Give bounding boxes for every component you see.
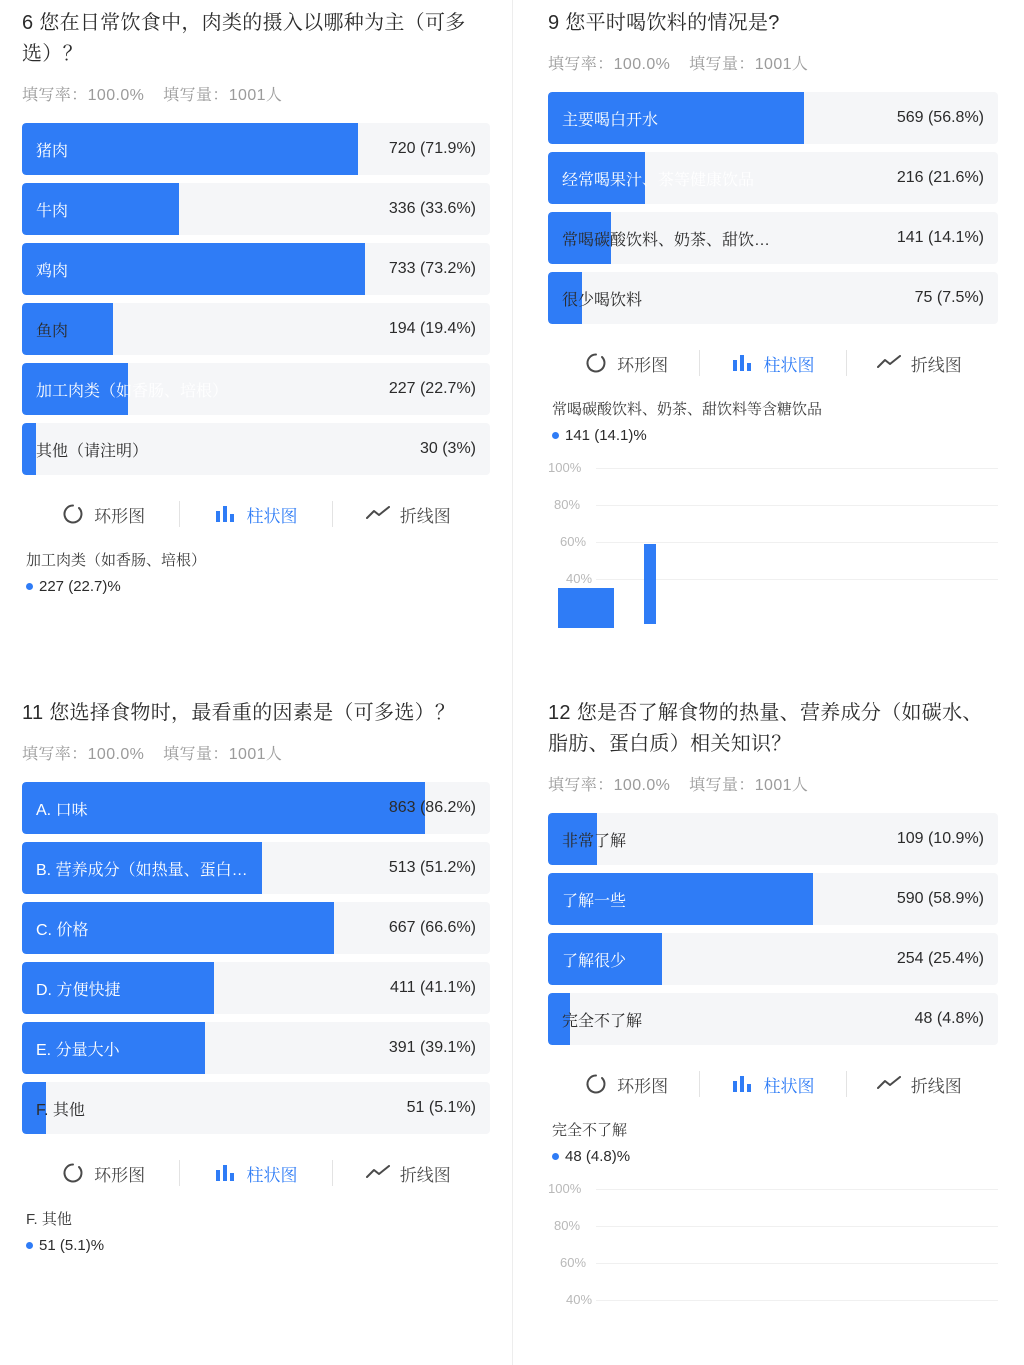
bar-value-label: 141 (14.1%) [896,229,984,246]
tab-donut-q12[interactable] [554,1072,699,1097]
selected-series-value-text-q6: 227 (22.7)% [39,578,121,595]
bar-value-label: 863 (86.2%) [388,799,476,816]
bar-category-label: 猪肉 [36,142,69,160]
selected-series-label-q6: 加工肉类（如香肠、培根） [26,552,207,569]
fill-count-q6: 填写量：1001人 [163,87,283,104]
bar-value-label: 194 (19.4%) [388,320,476,337]
mini-bar[interactable] [644,544,656,624]
bar-chart-icon [731,353,753,373]
tab-donut-label-q9: 环形图 [617,355,669,375]
bar-value-label: 513 (51.2%) [388,859,476,876]
legend-dot-icon [552,432,559,439]
bar-list-q6 [22,123,490,475]
chart-type-switcher-q9[interactable] [548,350,998,376]
donut-icon [585,352,607,374]
bar-value-label: 590 (58.9%) [896,890,984,907]
bar-category-label: B. 营养成分（如热量、蛋白… [36,861,248,879]
bar-row[interactable] [548,92,998,144]
legend-dot-icon [26,583,33,590]
page-title-q11: 11 您选择食物时，最看重的因素是（可多选）？ [22,702,456,724]
axis-tick-label: 100% [548,1181,582,1196]
bar-category-label: D. 方便快捷 [36,981,121,999]
bar-value-label: 227 (22.7%) [388,380,476,397]
legend-dot-icon [552,1153,559,1160]
tab-donut-q9[interactable] [554,351,699,376]
axis-tick-label: 60% [560,534,587,549]
bar-row[interactable] [22,363,490,415]
page-title-q9: 9 您平时喝饮料的情况是? [548,12,780,34]
bar-category-label: 牛肉 [36,202,69,220]
axis-tick-label: 80% [554,497,581,512]
bar-value-label: 391 (39.1%) [388,1039,476,1056]
fill-count-q11: 填写量：1001人 [163,746,283,763]
bar-value-label: 254 (25.4%) [896,950,984,967]
tab-bar-q12[interactable] [700,1072,845,1097]
bar-row[interactable] [548,873,998,925]
bar-value-label: 216 (21.6%) [896,169,984,186]
selected-series-value-q12 [552,1148,998,1165]
question-panel-q9 [512,0,1024,690]
axis-tick-label: 100% [548,460,582,475]
tab-bar-q11[interactable] [180,1161,331,1186]
bar-row[interactable] [22,243,490,295]
bar-chart-icon [731,1074,753,1094]
bar-chart-icon [214,1163,236,1183]
selected-series-value-text-q9: 141 (14.1)% [565,427,647,444]
question-meta-q9 [548,51,998,74]
bar-value-label: 667 (66.6%) [388,919,476,936]
bar-category-label: 了解很少 [562,952,627,970]
tab-line-q9[interactable] [847,351,992,376]
tab-bar-label-q9: 柱状图 [763,355,815,375]
legend-dot-icon [26,1242,33,1249]
bar-chart-icon [214,504,236,524]
fill-rate-q12: 填写率：100.0% [548,777,671,794]
bar-category-label: 非常了解 [562,832,627,850]
line-chart-icon [877,1076,901,1092]
bar-row[interactable] [22,782,490,834]
axis-tick-label: 40% [566,1292,593,1307]
bar-value-label: 51 (5.1%) [406,1099,476,1116]
question-meta-q6 [22,82,490,105]
gridline [596,1189,998,1190]
mini-bar-chart-q12 [548,1181,998,1331]
bar-value-label: 109 (10.9%) [896,830,984,847]
bar-row[interactable] [22,902,490,954]
selected-series-info-q9 [548,398,998,444]
chart-type-switcher-q12[interactable] [548,1071,998,1097]
tab-donut-label-q6: 环形图 [94,506,146,526]
bar-category-label: 其他（请注明） [36,442,149,460]
donut-icon [585,1073,607,1095]
selected-series-label-q9: 常喝碳酸饮料、奶茶、甜饮料等含糖饮品 [552,401,823,418]
gridline [596,1300,998,1301]
bar-category-label: 了解一些 [562,892,627,910]
bar-row[interactable] [22,1082,490,1134]
gridline [596,1226,998,1227]
tab-bar-q9[interactable] [700,351,845,376]
bar-value-label: 75 (7.5%) [914,289,984,306]
question-meta-q11 [22,741,490,764]
bar-category-label: 完全不了解 [562,1012,643,1030]
bar-category-label: E. 分量大小 [36,1041,120,1059]
question-panel-q12 [512,690,1024,1365]
gridline [596,1263,998,1264]
bar-list-q9 [548,92,998,324]
selected-series-value-q11 [26,1237,490,1254]
bar-category-label: 加工肉类（如香肠、培根） [36,382,229,400]
fill-count-q9: 填写量：1001人 [689,56,809,73]
bar-category-label: 主要喝白开水 [562,111,659,129]
selected-series-info-q6 [22,549,490,595]
tab-line-label-q6: 折线图 [399,506,451,526]
page-title-q6: 6 您在日常饮食中，肉类的摄入以哪种为主（可多选）？ [22,12,466,65]
bar-list-q11 [22,782,490,1134]
selected-series-value-text-q12: 48 (4.8)% [565,1148,631,1165]
tab-donut-q11[interactable] [28,1161,179,1186]
chart-type-switcher-q6[interactable] [22,501,490,527]
bar-row[interactable] [22,183,490,235]
bar-value-label: 569 (56.8%) [896,109,984,126]
column-divider [512,0,513,1365]
bar-category-label: A. 口味 [36,801,88,819]
fill-count-q12: 填写量：1001人 [689,777,809,794]
bar-fill [22,123,358,175]
bar-row[interactable] [548,933,998,985]
bar-fill [22,243,365,295]
bar-category-label: 很少喝饮料 [562,291,643,309]
selected-series-label-q12: 完全不了解 [552,1122,628,1139]
tab-line-label-q12: 折线图 [910,1076,962,1096]
question-meta-q12 [548,772,998,795]
bar-row[interactable] [548,272,998,324]
line-chart-icon [366,506,390,522]
chart-type-switcher-q11[interactable] [22,1160,490,1186]
axis-tick-label: 40% [566,571,593,586]
donut-icon [62,1162,84,1184]
mini-bar[interactable] [558,588,614,628]
question-panel-q11 [0,690,512,1365]
bar-value-label: 720 (71.9%) [388,140,476,157]
tab-line-q6[interactable] [333,502,484,527]
bar-row[interactable] [22,123,490,175]
tab-line-label-q11: 折线图 [399,1165,451,1185]
bar-value-label: 411 (41.1%) [390,979,476,996]
tab-bar-q6[interactable] [180,502,331,527]
axis-tick-label: 60% [560,1255,587,1270]
bar-value-label: 336 (33.6%) [388,200,476,217]
gridline [596,468,998,469]
selected-series-value-q6 [26,578,490,595]
bar-category-label: C. 价格 [36,921,89,939]
bar-value-label: 733 (73.2%) [388,260,476,277]
tab-donut-q6[interactable] [28,502,179,527]
question-panel-q6 [0,0,512,690]
tab-bar-label-q6: 柱状图 [246,506,298,526]
selected-series-value-q9 [552,427,998,444]
selected-series-info-q11 [22,1208,490,1254]
bar-row[interactable] [22,423,490,475]
gridline [596,542,998,543]
selected-series-label-q11: F. 其他 [26,1211,72,1228]
bar-category-label: 经常喝果汁、茶等健康饮品 [562,171,755,189]
bar-category-label: F. 其他 [36,1101,85,1119]
bar-row[interactable] [548,993,998,1045]
tab-line-label-q9: 折线图 [910,355,962,375]
axis-tick-label: 80% [554,1218,581,1233]
bar-row[interactable] [22,303,490,355]
tab-donut-label-q12: 环形图 [617,1076,669,1096]
donut-icon [62,503,84,525]
bar-value-label: 48 (4.8%) [914,1010,984,1027]
bar-row[interactable] [548,212,998,264]
gridline [596,579,998,580]
line-chart-icon [877,355,901,371]
bar-row[interactable] [22,1022,490,1074]
page-title-q12: 12 您是否了解食物的热量、营养成分（如碳水、脂肪、蛋白质）相关知识？ [548,702,983,755]
bar-category-label: 鱼肉 [36,322,69,340]
bar-row[interactable] [548,152,998,204]
bar-row[interactable] [22,962,490,1014]
line-chart-icon [366,1165,390,1181]
tab-bar-label-q11: 柱状图 [246,1165,298,1185]
fill-rate-q6: 填写率：100.0% [22,87,145,104]
fill-rate-q11: 填写率：100.0% [22,746,145,763]
selected-series-info-q12 [548,1119,998,1165]
bar-category-label: 常喝碳酸饮料、奶茶、甜饮… [562,231,771,249]
fill-rate-q9: 填写率：100.0% [548,56,671,73]
tab-line-q12[interactable] [847,1072,992,1097]
bar-value-label: 30 (3%) [419,440,476,457]
bar-row[interactable] [548,813,998,865]
bar-row[interactable] [22,842,490,894]
bar-category-label: 鸡肉 [36,262,69,280]
tab-bar-label-q12: 柱状图 [763,1076,815,1096]
bar-list-q12 [548,813,998,1045]
selected-series-value-text-q11: 51 (5.1)% [39,1237,105,1254]
mini-bar-chart-q9 [548,460,998,610]
tab-line-q11[interactable] [333,1161,484,1186]
gridline [596,505,998,506]
tab-donut-label-q11: 环形图 [94,1165,146,1185]
